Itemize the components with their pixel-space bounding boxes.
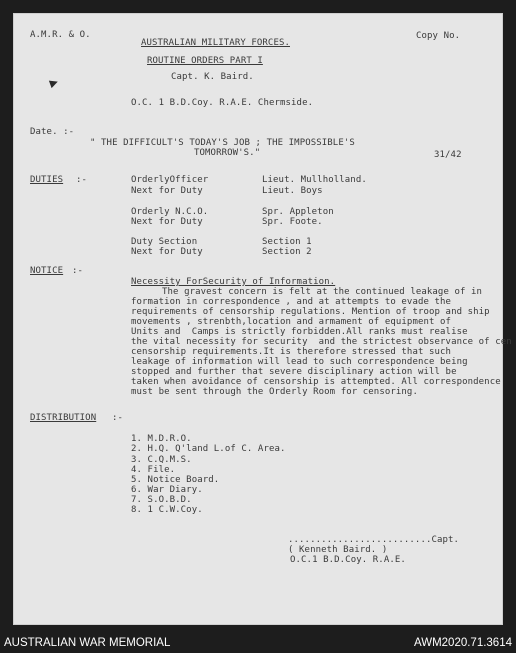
orders-title: ROUTINE ORDERS PART I xyxy=(147,56,263,66)
distribution-item-7: 7. S.O.B.D. xyxy=(131,495,192,505)
duty-role-2: Next for Duty xyxy=(131,186,203,196)
notice-line-9: stopped and further that severe disciplinary action will be xyxy=(131,367,457,377)
duty-name-1: Lieut. Mullholland. xyxy=(262,175,367,185)
distribution-item-2: 2. H.Q. Q'land L.of C. Area. xyxy=(131,444,286,454)
commander-line: Capt. K. Baird. xyxy=(171,72,254,82)
notice-line-3: requirements of censorship regulations. Mention of troop and ship xyxy=(131,307,490,317)
copy-number-label: Copy No. xyxy=(416,31,461,41)
distribution-item-5: 5. Notice Board. xyxy=(131,475,220,485)
distribution-item-8: 8. 1 C.W.Coy. xyxy=(131,505,203,515)
notice-line-10: taken when avoidance of censorship is attempted. All correspondence xyxy=(131,377,501,387)
unit-code: A.M.R. & O. xyxy=(30,30,91,40)
notice-line-5: Units and Camps is strictly forbidden.All ranks must realise xyxy=(131,327,468,337)
duty-role-5: Duty Section xyxy=(131,237,198,247)
notice-line-8: leakage of information will lead to such correspondence being xyxy=(131,357,468,367)
duty-name-2: Lieut. Boys xyxy=(262,186,323,196)
duties-label: DUTIES xyxy=(30,175,64,185)
footer-accession-number: AWM2020.71.3614 xyxy=(413,637,512,649)
order-number: 31/42 xyxy=(434,150,462,160)
duty-role-4: Next for Duty xyxy=(131,217,203,227)
motto-line-1: " THE DIFFICULT'S TODAY'S JOB ; THE IMPOSSIBLE'S xyxy=(90,138,355,148)
duty-role-3: Orderly N.C.O. xyxy=(131,207,209,217)
duty-name-4: Spr. Foote. xyxy=(262,217,323,227)
date-label: Date. :- xyxy=(30,127,75,137)
notice-line-7: censorship requirements.It is therefore stressed that such xyxy=(131,347,452,357)
notice-suffix: :- xyxy=(72,266,84,276)
footer-institution: AUSTRALIAN WAR MEMORIAL xyxy=(4,637,171,649)
duty-name-6: Section 2 xyxy=(262,247,312,257)
distribution-label: DISTRIBUTION xyxy=(30,413,97,423)
distribution-item-4: 4. File. xyxy=(131,465,176,475)
duty-name-3: Spr. Appleton xyxy=(262,207,334,217)
distribution-item-3: 3. C.Q.M.S. xyxy=(131,455,192,465)
duty-role-6: Next for Duty xyxy=(131,247,203,257)
distribution-suffix: :- xyxy=(112,413,124,423)
unit-line: O.C. 1 B.D.Coy. R.A.E. Chermside. xyxy=(131,98,314,108)
signature-line: ..........................Capt. xyxy=(288,535,460,545)
organization-title: AUSTRALIAN MILITARY FORCES. xyxy=(141,38,290,48)
distribution-item-6: 6. War Diary. xyxy=(131,485,203,495)
notice-line-1: The gravest concern is felt at the continued leakage of in xyxy=(162,287,483,297)
notice-line-6: the vital necessity for security and the strictest observance of cen xyxy=(131,337,512,347)
notice-heading: Necessity ForSecurity of Information. xyxy=(131,277,336,287)
distribution-item-1: 1. M.D.R.O. xyxy=(131,434,192,444)
notice-label: NOTICE xyxy=(30,266,64,276)
notice-line-11: must be sent through the Orderly Room for censoring. xyxy=(131,387,418,397)
motto-line-2: TOMORROW'S." xyxy=(194,148,261,158)
duty-name-5: Section 1 xyxy=(262,237,312,247)
signatory-name: ( Kenneth Baird. ) xyxy=(288,545,388,555)
signatory-title: O.C.1 B.D.Coy. R.A.E. xyxy=(290,555,406,565)
duties-suffix: :- xyxy=(76,175,88,185)
duty-role-1: OrderlyOfficer xyxy=(131,175,209,185)
notice-line-2: formation in correspondence , and at attempts to evade the xyxy=(131,297,452,307)
notice-line-4: movements , strenbth,location and armament of equipment of xyxy=(131,317,452,327)
